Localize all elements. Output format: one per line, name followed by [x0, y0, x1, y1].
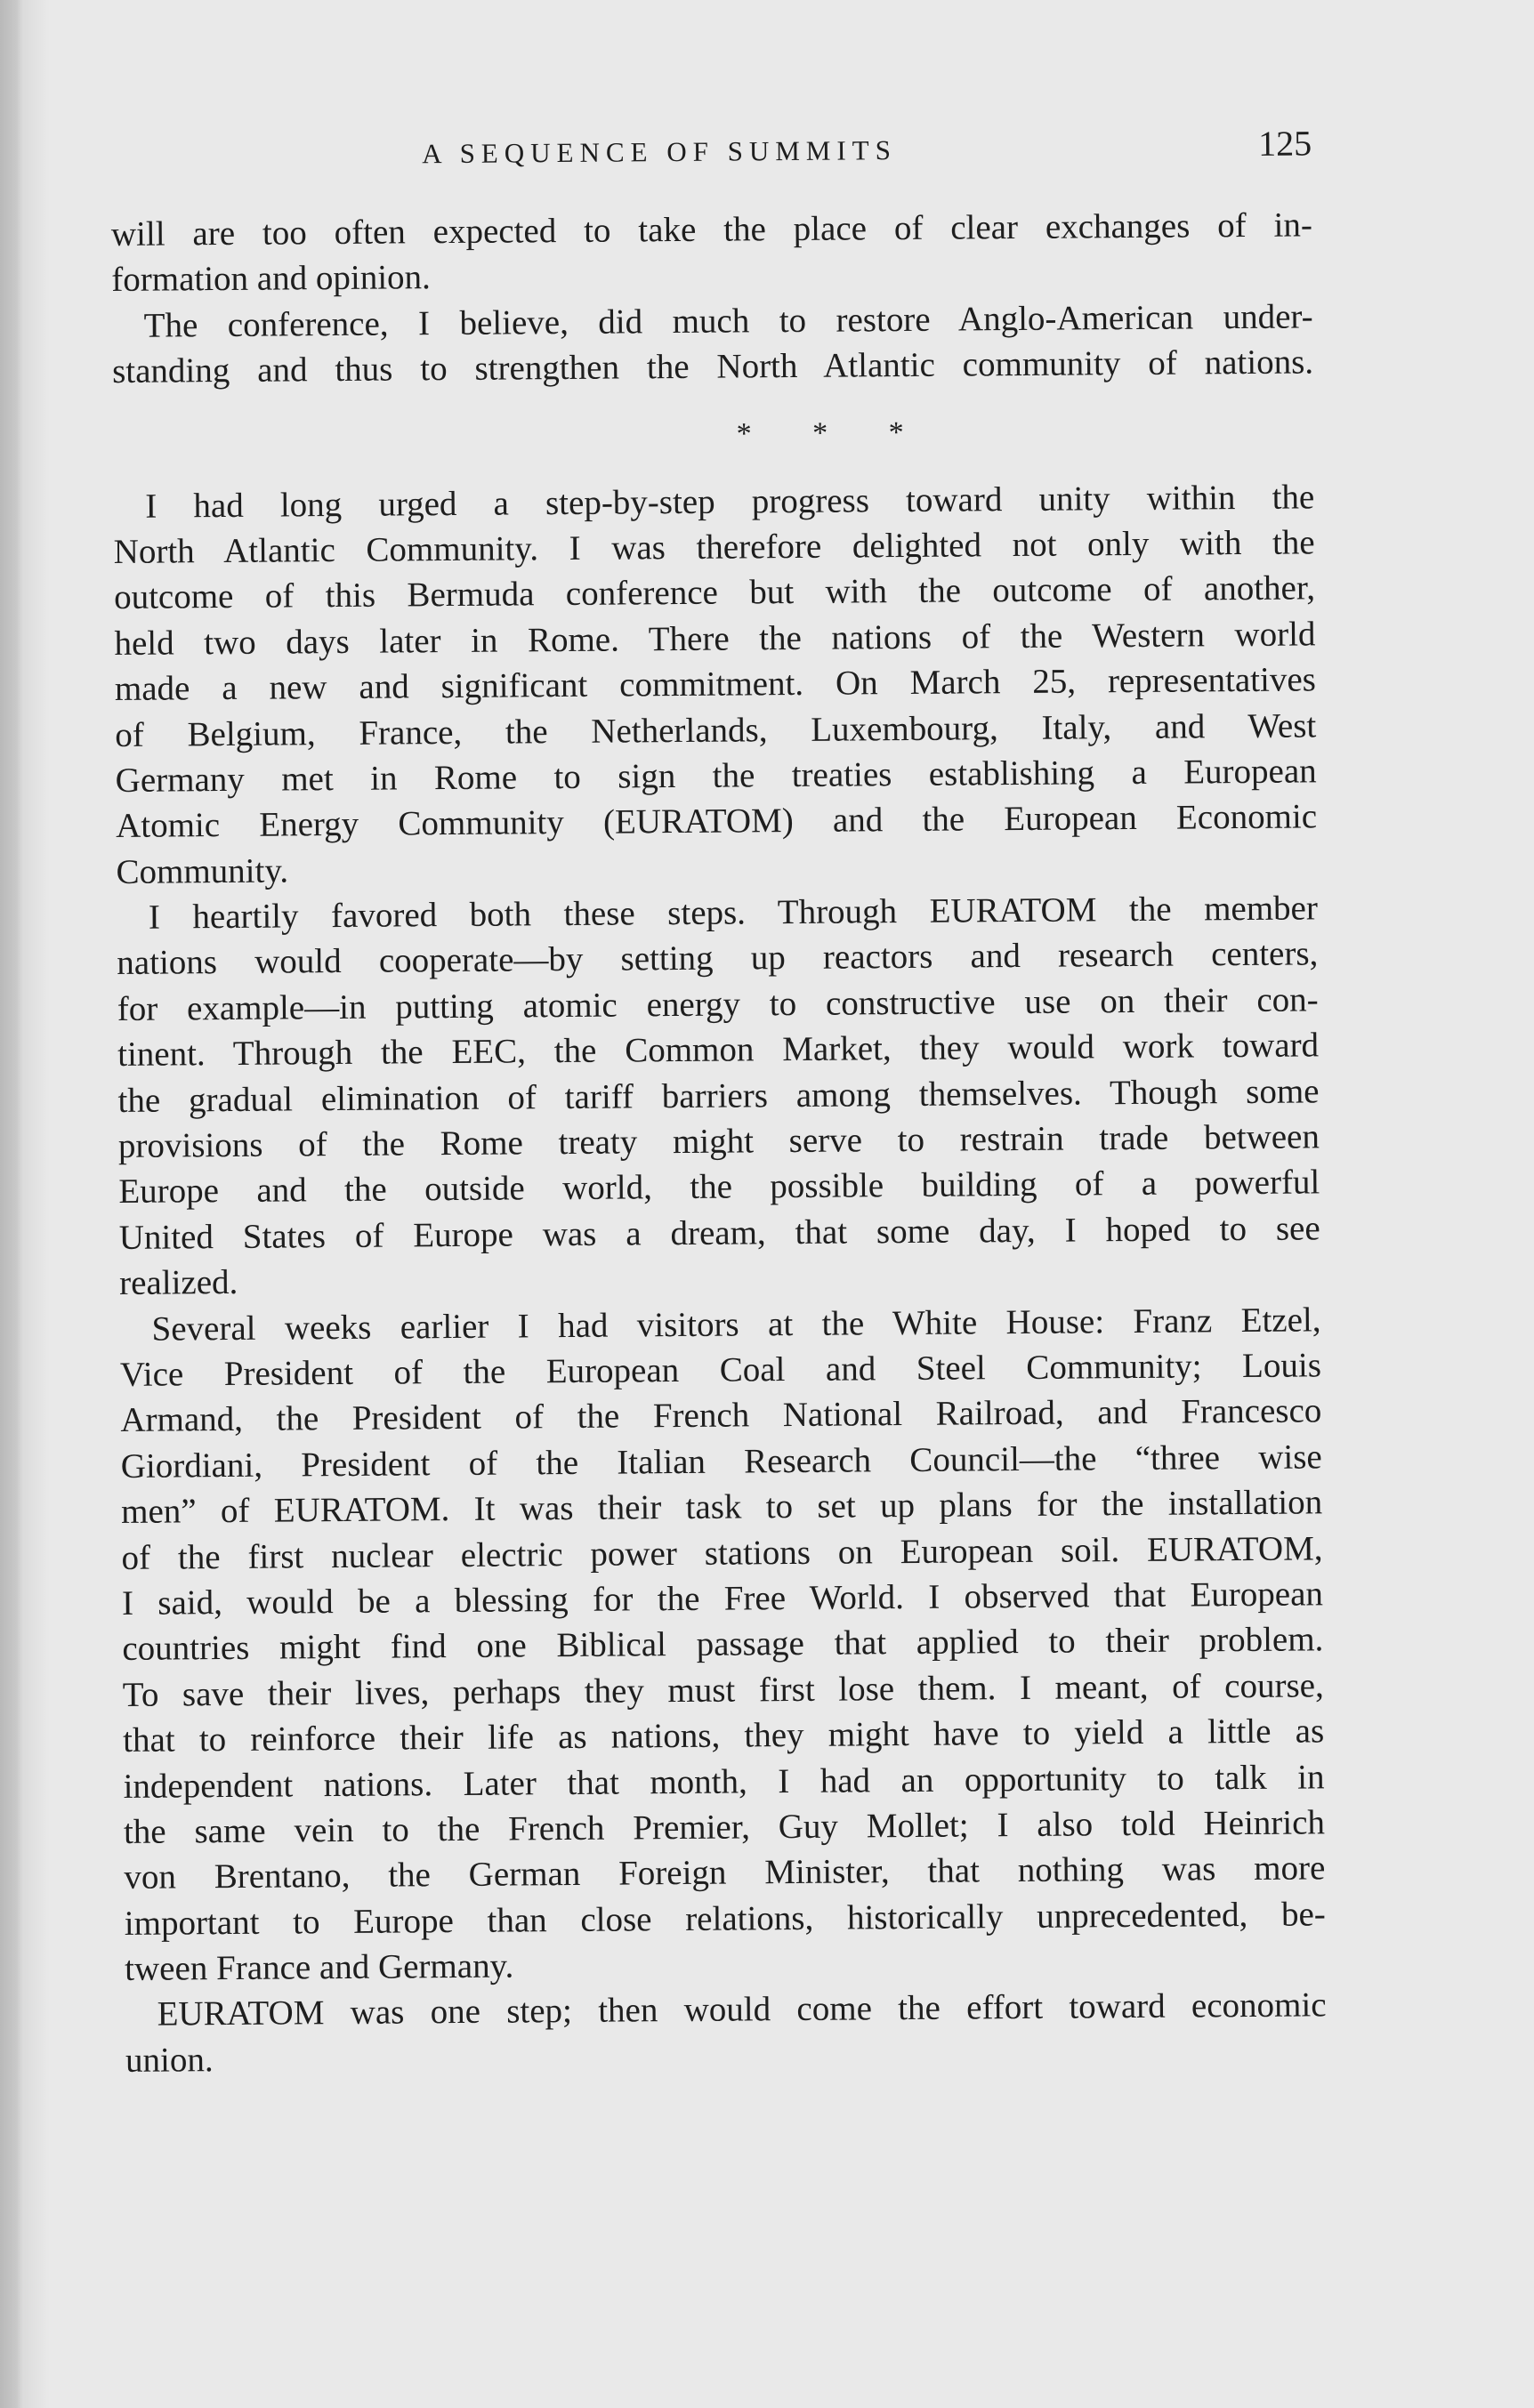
text-line: Several weeks earlier I had visitors at the White House: Franz Etzel,: [151, 1300, 1321, 1349]
text-line: To save their lives, perhaps they must first lose them. I meant, of course,: [122, 1666, 1324, 1714]
text-line: for example—in putting atomic energy to constructive use on their con-: [117, 980, 1319, 1028]
text-line: union.: [125, 2041, 214, 2080]
text-line: standing and thus to strengthen the North Atlantic community of nations.: [111, 342, 1314, 391]
text-line: von Brentano, the German Foreign Minister, that nothing was more: [124, 1848, 1326, 1897]
text-line: tween France and Germany.: [125, 1946, 514, 1988]
section-break: [112, 385, 1314, 484]
text-line: of Belgium, France, the Netherlands, Luxembourg, Italy, and West: [115, 705, 1317, 754]
page-gutter-shadow: [0, 0, 23, 2408]
text-line: outcome of this Bermuda conference but with the outcome of another,: [113, 568, 1316, 617]
text-line: provisions of the Rome treaty might serve to restrain trade between: [117, 1117, 1320, 1165]
asterisk-ornament: *: [812, 416, 828, 450]
text-line: independent nations. Later that month, I had an opportunity to talk in: [123, 1757, 1325, 1806]
text-line: the gradual elimination of tariff barriers among themselves. Though some: [117, 1072, 1320, 1120]
text-line: formation and opinion.: [111, 258, 431, 300]
text-line: of the first nuclear electric power stations on European soil. EURATOM,: [121, 1528, 1323, 1577]
asterisk-ornament: *: [888, 415, 904, 449]
paragraph: [125, 1983, 1327, 2083]
text-line: I had long urged a step-by-step progress toward unity within the: [145, 477, 1315, 526]
text-line: realized.: [118, 1263, 238, 1303]
text-line: held two days later in Rome. There the nations of the Western world: [114, 615, 1316, 663]
page-number: 125: [1257, 123, 1312, 164]
text-line: men” of EURATOM. It was their task to set up plans for the installation: [121, 1483, 1323, 1532]
text-line: North Atlantic Community. I was therefore delighted not only with the: [113, 523, 1315, 571]
text-line: countries might find one Biblical passage that applied to their problem.: [122, 1620, 1324, 1669]
text-line: The conference, I believe, did much to restore Anglo-American under-: [143, 297, 1313, 345]
text-line: made a new and significant commitment. On March 25, representatives: [114, 660, 1317, 709]
text-line: I said, would be a blessing for the Free World. I observed that European: [121, 1574, 1324, 1623]
paragraph: [111, 202, 1313, 302]
text-line: tinent. Through the EEC, the Common Market, they would work toward: [117, 1026, 1320, 1075]
text-line: Giordiani, President of the Italian Research Council—the “three wise: [120, 1438, 1322, 1486]
text-line: the same vein to the French Premier, Guy Mollet; I also told Heinrich: [123, 1803, 1326, 1851]
text-line: Europe and the outside world, the possible building of a powerful: [118, 1163, 1320, 1212]
book-page: [110, 124, 1327, 2083]
text-line: United States of Europe was a dream, that some day, I hoped to see: [118, 1209, 1320, 1257]
running-header: [110, 124, 1312, 187]
text-line: nations would cooperate—by setting up reactors and research centers,: [117, 934, 1319, 983]
running-title: A SEQUENCE OF SUMMITS: [422, 134, 898, 170]
gutter-gradient: [23, 0, 50, 2408]
text-line: Atomic Energy Community (EURATOM) and the European Economic: [115, 797, 1318, 846]
paragraph: [117, 885, 1321, 1306]
text-line: I heartily favored both these steps. Through EURATOM the member: [148, 889, 1319, 937]
body-text: [111, 202, 1327, 2083]
paragraph: [111, 294, 1313, 394]
text-line: Germany met in Rome to sign the treaties establishing a European: [115, 752, 1317, 800]
text-line: Community.: [116, 851, 289, 891]
text-line: will are too often expected to take the place of clear exchanges of in-: [110, 205, 1313, 254]
paragraph: [113, 474, 1318, 895]
paragraph: [119, 1297, 1326, 1992]
text-line: Armand, the President of the French National Railroad, and Francesco: [120, 1391, 1322, 1440]
text-line: important to Europe than close relations, historically unprecedented, be-: [124, 1895, 1326, 1943]
text-line: Vice President of the European Coal and Steel Community; Louis: [119, 1346, 1322, 1394]
text-line: that to reinforce their life as nations, they might have to yield a little as: [123, 1711, 1325, 1760]
text-line: EURATOM was one step; then would come the effort toward economic: [157, 1985, 1327, 2034]
asterisk-ornament: *: [736, 416, 752, 451]
